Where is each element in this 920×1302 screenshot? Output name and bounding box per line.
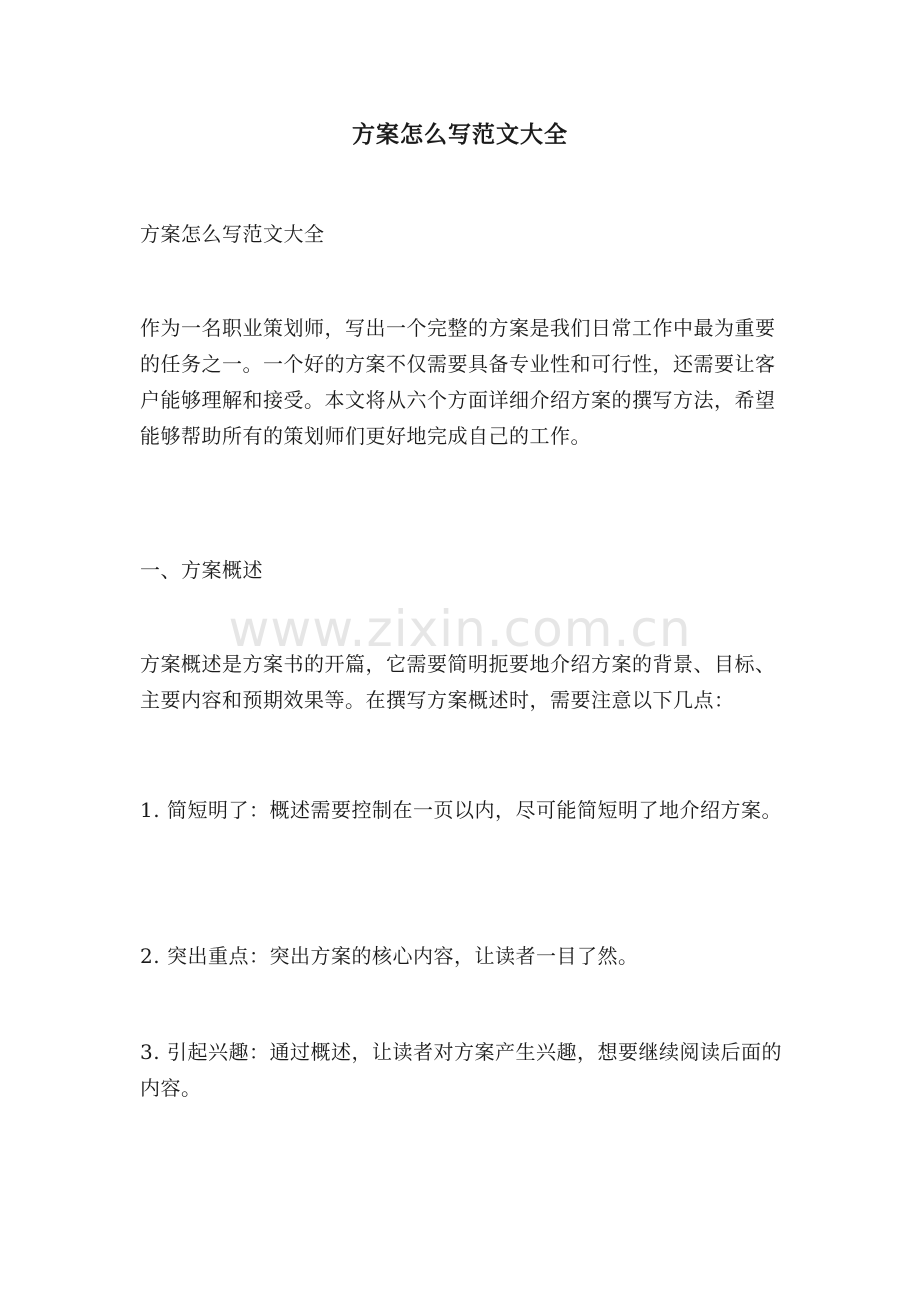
watermark: www.zixin.com.cn bbox=[228, 600, 692, 658]
section-body-paragraph: 方案概述是方案书的开篇，它需要简明扼要地介绍方案的背景、目标、主要内容和预期效果等。在撰写方案概述时，需要注意以下几点： bbox=[140, 652, 776, 712]
page-title: 方案怎么写范文大全 bbox=[352, 121, 568, 148]
subtitle-paragraph: 方案怎么写范文大全 bbox=[140, 222, 325, 246]
list-item-point-2: 2. 突出重点：突出方案的核心内容，让读者一目了然。 bbox=[140, 944, 639, 968]
list-item-point-3: 3. 引起兴趣：通过概述，让读者对方案产生兴趣，想要继续阅读后面的内容。 bbox=[140, 1040, 782, 1100]
intro-paragraph: 作为一名职业策划师，写出一个完整的方案是我们日常工作中最为重要的任务之一。一个好的方案不仅需要具备专业性和可行性，还需要让客户能够理解和接受。本文将从六个方面详细介绍方案的撰写方法，希望能够帮助所有的策划师们更好地完成自己的工作。 bbox=[140, 316, 776, 448]
list-item-point-1: 1. 简短明了：概述需要控制在一页以内，尽可能简短明了地介绍方案。 bbox=[140, 798, 782, 822]
section-heading: 一、方案概述 bbox=[140, 558, 263, 582]
